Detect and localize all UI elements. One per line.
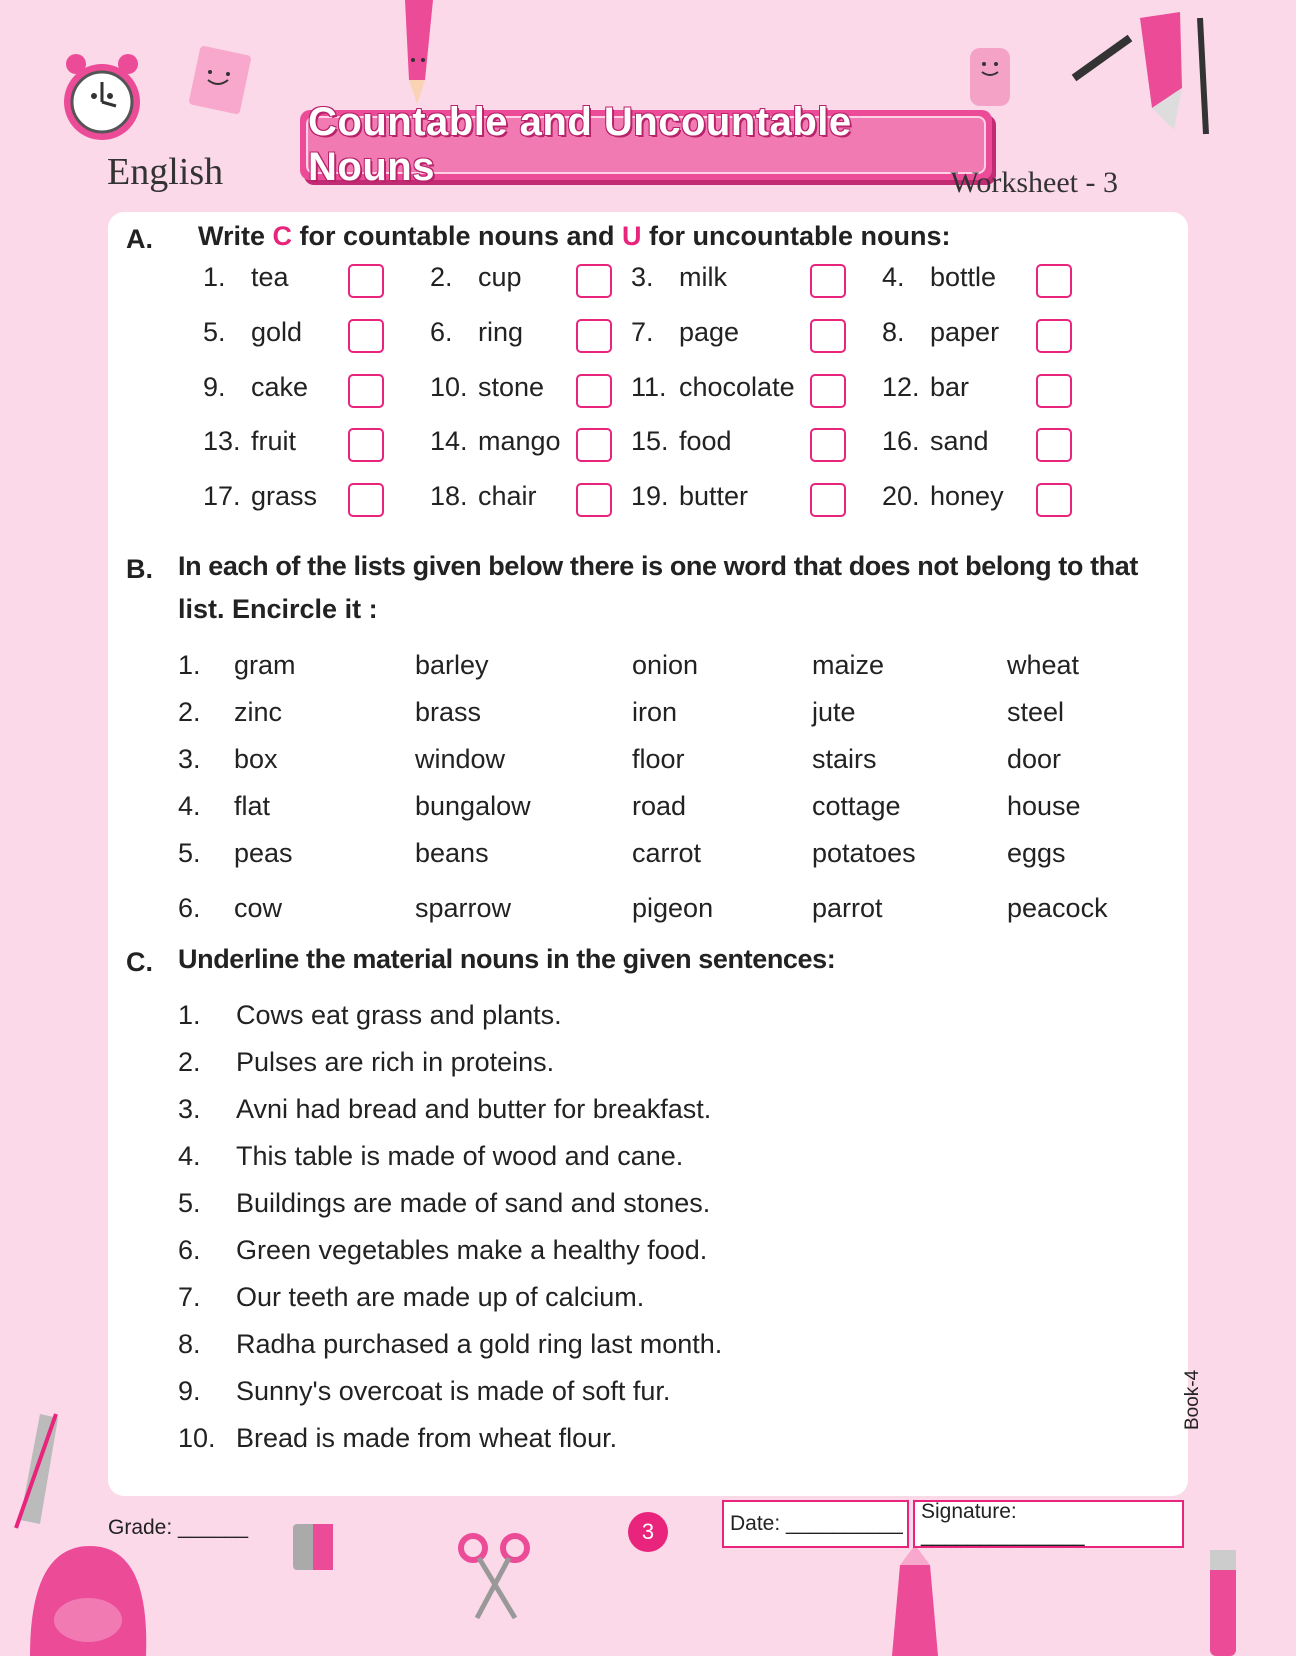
sentence-number: 2. [178,1047,201,1077]
item-number: 8. [882,317,905,347]
noun-item [203,426,296,457]
item-number: 12. [882,372,920,402]
book-label: Book-4 [1182,1369,1203,1430]
answer-box[interactable] [1036,483,1072,517]
sentence-number: 3. [178,1094,201,1124]
list-word[interactable]: pigeon [632,893,714,923]
row-number: 5. [178,838,201,868]
item-number: 11. [631,372,667,402]
noun-word: mango [478,426,561,456]
answer-box[interactable] [810,319,846,353]
section-c-instruction: Underline the material nouns in the given sentences: [178,944,836,974]
sentence-text[interactable]: Bread is made from wheat flour. [236,1423,618,1453]
page-title: Countable and Uncountable Nouns [308,100,852,189]
section-b-letter: B. [126,554,153,584]
noun-item [631,426,732,457]
notebook-icon [180,44,260,124]
item-number: 9. [203,372,226,402]
list-word[interactable]: potatoes [812,838,916,868]
crayon-icon [880,1545,950,1656]
section-a-letter: A. [126,224,153,254]
noun-item [882,426,989,457]
item-number: 6. [430,317,453,347]
sentence-text[interactable]: Sunny's overcoat is made of soft fur. [236,1376,671,1406]
noun-word: chocolate [679,372,795,402]
noun-word: page [679,317,740,347]
item-number: 14. [430,426,468,456]
sentence-number: 7. [178,1282,201,1312]
answer-box[interactable] [576,264,612,298]
list-word[interactable]: parrot [812,893,883,923]
row-number: 1. [178,650,201,680]
noun-item [882,372,969,403]
sentence-text[interactable]: Cows eat grass and plants. [236,1000,562,1030]
item-number: 16. [882,426,920,456]
list-word[interactable]: sparrow [415,893,512,923]
noun-item [430,262,522,293]
noun-item [631,317,739,348]
noun-item [203,317,302,348]
answer-box[interactable] [348,264,384,298]
noun-word: ring [478,317,524,347]
row-number: 6. [178,893,201,923]
list-word[interactable]: box [234,744,278,774]
item-number: 2. [430,262,453,292]
noun-item [203,262,289,293]
noun-item [631,372,795,403]
scissors-icon [455,1532,535,1622]
sentence-number: 6. [178,1235,201,1265]
sentence-text[interactable]: Avni had bread and butter for breakfast. [236,1094,712,1124]
list-word[interactable]: iron [632,697,678,727]
signature-field[interactable]: Signature: ______________ [913,1500,1184,1548]
answer-box[interactable] [348,483,384,517]
noun-word: milk [679,262,727,292]
answer-box[interactable] [576,374,612,408]
sentence-number: 1. [178,1000,201,1030]
item-number: 3. [631,262,654,292]
noun-word: bottle [930,262,997,292]
noun-word: food [679,426,732,456]
item-number: 18. [430,481,468,511]
row-number: 3. [178,744,201,774]
answer-box[interactable] [576,483,612,517]
list-word[interactable]: onion [632,650,699,680]
answer-box[interactable] [810,428,846,462]
noun-item [631,481,748,512]
subject-label: English [107,151,224,193]
pencil-icon [385,0,445,110]
list-word[interactable]: door [1007,744,1062,774]
sentence-number: 8. [178,1329,201,1359]
pen-icon [1190,1540,1260,1656]
page-number-badge: 3 [628,1512,668,1552]
sentence-item [178,1047,554,1078]
noun-word: bar [930,372,970,402]
grade-field[interactable]: Grade: ______ [108,1516,249,1539]
noun-word: honey [930,481,1004,511]
item-number: 4. [882,262,905,292]
list-word[interactable]: cow [234,893,283,923]
noun-word: chair [478,481,537,511]
answer-box[interactable] [348,374,384,408]
item-number: 17. [203,481,241,511]
list-word[interactable]: brass [415,697,482,727]
sentence-item [178,1282,644,1313]
item-number: 13. [203,426,241,456]
noun-word: grass [251,481,318,511]
sentence-item [178,1423,617,1454]
answer-box[interactable] [810,374,846,408]
noun-item [631,262,727,293]
alarm-clock-icon [52,44,152,154]
noun-word: stone [478,372,545,402]
answer-box[interactable] [810,483,846,517]
item-number: 15. [631,426,669,456]
answer-box[interactable] [576,428,612,462]
noun-item [430,481,537,512]
list-word[interactable]: road [632,791,687,821]
noun-word: fruit [251,426,297,456]
noun-item [430,372,544,403]
worksheet-number: Worksheet - 3 [950,166,1118,199]
sentence-item [178,1094,711,1125]
sentence-text[interactable]: This table is made of wood and cane. [236,1141,684,1171]
sentence-number: 9. [178,1376,201,1406]
list-word[interactable]: gram [234,650,296,680]
sentence-text[interactable]: Our teeth are made up of calcium. [236,1282,645,1312]
sentence-item [178,1235,707,1266]
answer-box[interactable] [810,264,846,298]
item-number: 19. [631,481,669,511]
noun-word: tea [251,262,289,292]
list-word[interactable]: barley [415,650,489,680]
list-word[interactable]: eggs [1007,838,1066,868]
answer-box[interactable] [1036,319,1072,353]
list-word[interactable]: carrot [632,838,702,868]
list-word[interactable]: floor [632,744,685,774]
title-banner [300,100,992,189]
sharpener-icon [285,1520,345,1590]
item-number: 10. [430,372,468,402]
sentence-text[interactable]: Buildings are made of sand and stones. [236,1188,711,1218]
row-number: 2. [178,697,201,727]
noun-word: cake [251,372,309,402]
list-word[interactable]: cottage [812,791,901,821]
sentence-text[interactable]: Radha purchased a gold ring last month. [236,1329,723,1359]
list-word[interactable]: peacock [1007,893,1108,923]
answer-box[interactable] [348,319,384,353]
noun-word: paper [930,317,1000,347]
worksheet-card [108,212,1188,1496]
section-c-letter: C. [126,947,153,977]
sentence-number: 5. [178,1188,201,1218]
section-a-instruction: Write C for countable nouns and U for uncountable nouns: [198,221,951,251]
noun-word: butter [679,481,749,511]
answer-box[interactable] [1036,428,1072,462]
list-word[interactable]: wheat [1007,650,1080,680]
noun-item [882,262,996,293]
noun-word: cup [478,262,522,292]
section-b-instruction: In each of the lists given below there is one word that does not belong to that list. Encircle it : [178,551,1138,624]
list-word[interactable]: window [415,744,506,774]
pencil-and-scale-icon [1070,8,1220,138]
date-field[interactable]: Date: __________ [722,1500,909,1548]
list-word[interactable]: steel [1007,697,1065,727]
item-number: 1. [203,262,226,292]
school-bag-icon [20,1520,150,1656]
list-word[interactable]: beans [415,838,489,868]
list-word[interactable]: house [1007,791,1081,821]
noun-word: gold [251,317,303,347]
answer-box[interactable] [1036,264,1072,298]
answer-box[interactable] [576,319,612,353]
sentence-item [178,1000,562,1031]
sentence-item [178,1329,722,1360]
noun-item [203,481,317,512]
noun-item [882,481,1004,512]
sentence-item [178,1376,670,1407]
list-word[interactable]: maize [812,650,885,680]
noun-item [430,426,561,457]
noun-word: sand [930,426,989,456]
sentence-number: 10. [178,1423,216,1453]
list-word[interactable]: zinc [234,697,283,727]
sentence-item [178,1188,710,1219]
sentence-text[interactable]: Pulses are rich in proteins. [236,1047,555,1077]
sentence-item [178,1141,683,1172]
noun-item [203,372,308,403]
row-number: 4. [178,791,201,821]
list-word[interactable]: bungalow [415,791,531,821]
item-number: 5. [203,317,226,347]
item-number: 20. [882,481,920,511]
answer-box[interactable] [1036,374,1072,408]
ruler-icon [10,1410,100,1530]
noun-item [430,317,523,348]
answer-box[interactable] [348,428,384,462]
item-number: 7. [631,317,654,347]
list-word[interactable]: jute [812,697,856,727]
sentence-text[interactable]: Green vegetables make a healthy food. [236,1235,708,1265]
list-word[interactable]: peas [234,838,293,868]
sentence-number: 4. [178,1141,201,1171]
list-word[interactable]: stairs [812,744,877,774]
noun-item [882,317,999,348]
list-word[interactable]: flat [234,791,271,821]
